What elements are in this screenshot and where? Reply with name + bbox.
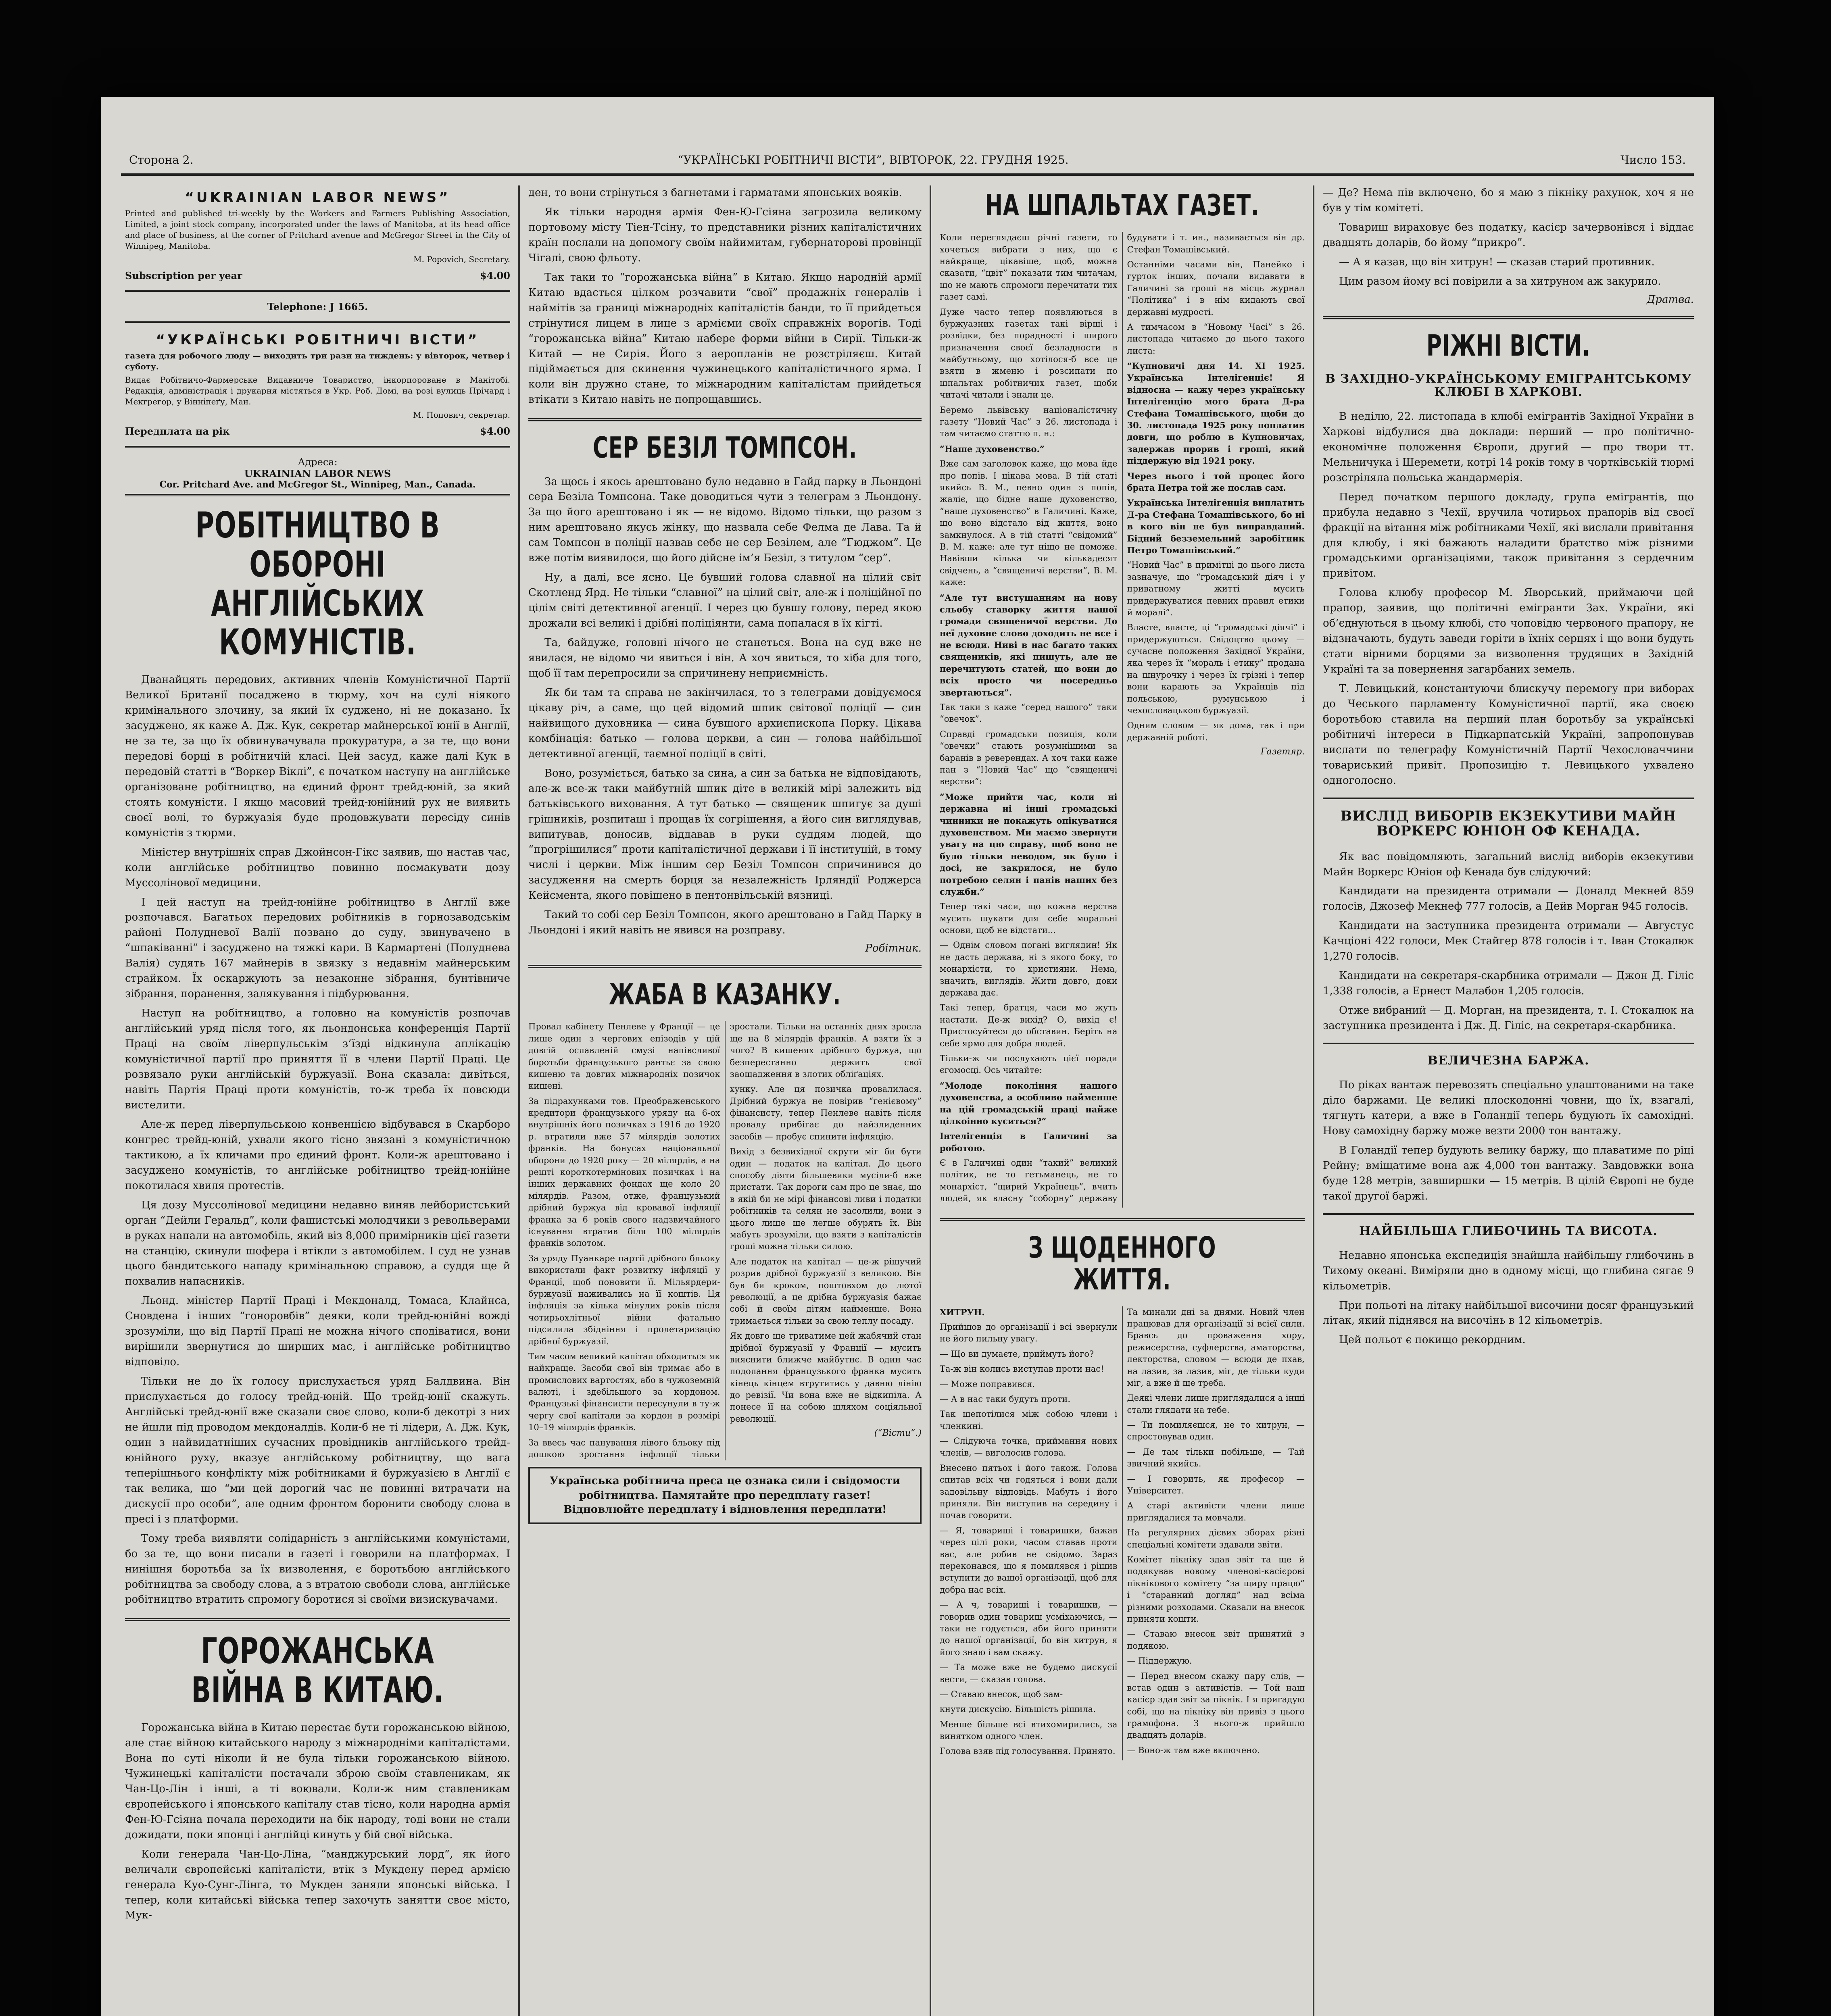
article-paragraph: — Ставаю внесок звіт принятий з подякою. bbox=[1127, 1629, 1305, 1651]
article-subheading: ХИТРУН. bbox=[940, 1307, 985, 1317]
article-paragraph: Недавно японська експедиція знайшла найбільшу глибочинь в Тихому океані. Виміряли дно в одному місці, що глибина сягає 9 кільометрів. bbox=[1323, 1249, 1694, 1292]
article-paragraph: Так таки то “горожанська війна” в Китаю. Якщо народній армії Китаю вдасться цілком розчавити “свої” продажніх генералів і наймітів за границі міжнародніх капіталістів банди, то її прийдеться стрінутися лицем в лице з армієми своїх справжніх ворогів. Тоді “горожанська війна” Китаю набере форми війни в Сирії. Тільки-ж Китай — не Сирія. Його з аеропланів не розстріляєш. Китай підіймається для скинення чужинецького капіталістичного ярма. І коли він дружно стане, то міжнародним капіталістам прийдеться втікати з Китаю навіть не попрощавшись. bbox=[528, 271, 922, 406]
article-paragraph: На регулярних дієвих зборах різні спеціальні комітети здавали звіти. bbox=[1127, 1528, 1305, 1549]
article-paragraph: Прийшов до організації і всі звернули не його пильну увагу. bbox=[940, 1322, 1118, 1344]
headline-civil-war-china: ГОРОЖАНСЬКА ВІЙНА В КИТАЮ. bbox=[191, 1630, 444, 1711]
article-paragraph: Беремо львівську націоналістичну газету “Новий Час” з 26. листопада і там читаємо статтю п. н.: bbox=[940, 405, 1118, 439]
article-paragraph: Голова взяв під голосування. Принято. bbox=[940, 1746, 1116, 1756]
column-4 bbox=[1323, 185, 1694, 2016]
article-paragraph: Цей польот є покищо рекордним. bbox=[1339, 1334, 1526, 1346]
address-label: Адреса: bbox=[298, 456, 338, 468]
article-paragraph: Льонд. міністер Партії Праці і Мекдоналд, Томаса, Клайнса, Сновдена і інших “гоноровбів” деяки, коли трейд-юнійні вожді зрозуміли, що від Партії Праці не можна нічого сподіватися, вони вирішили звернутися до ширших мас, і англійське робітництво відповіло. bbox=[125, 1295, 510, 1368]
divider bbox=[1323, 1213, 1694, 1215]
article-paragraph: — Я, товариші і товаришки, бажав через цілі роки, часом ставав проти вас, але робив не свідомо. Зараз переконався, що я помилявся і рішив вступити до вашої організації, щоб для добра нас всіх. bbox=[940, 1525, 1118, 1595]
issue-number: Число 153. bbox=[1620, 153, 1686, 167]
article-paragraph: І цей наступ на трейд-юнійне робітництво в Англії вже розпочався. Багатьох передових робітників в горнозаводськім районі Полудневої Валії позвано до суду, звинувачено в “шпаківанні” і засуджено на тяжкі кари. В Кармартені (Полуднева Валія) судять 167 майнерів в звязку з недавнім майнерським страйком. Їх оскаржують за незаконне зібрання, бунтівниче зібрання, поранення, залякування і підбурювання. bbox=[125, 896, 510, 1000]
divider bbox=[125, 321, 510, 323]
divider bbox=[1323, 316, 1694, 319]
article-subheading: Інтелігенція в Галичині за роботою. bbox=[940, 1131, 1118, 1153]
page-number-label: Сторона 2. bbox=[129, 153, 194, 167]
masthead-ukrainian-secretary: М. Попович, секретар. bbox=[413, 410, 510, 420]
column-rule bbox=[1313, 185, 1314, 2016]
article-paragraph: Як би там та справа не закінчилася, то з телеграми довідуємося цікаву річ, а саме, що цей відомий шпик світової поліції — син найвищого духовника — сина бувшого архиєпископа Порку. Цікава комбінація: батько — голова церкви, а син — голова найбільшої детективної агенції, таємної поліції в світі. bbox=[528, 686, 922, 760]
masthead-ukrainian-text: Видає Робітничо-Фармерське Видавниче Товариство, інкорпороване в Манітобі. Редакція, адміністрація і друкарня містяться в Укр. Роб. Домі, на розі вулиць Прічард і Мекгрегор, у Вінніпеґу, Ман. bbox=[125, 375, 510, 406]
article-paragraph: Такий то собі сер Безіл Томпсон, якого арештовано в Гайд Парку в Льондоні і який навіть не явився на розправу. bbox=[528, 909, 922, 937]
article-paragraph: Так таки з каже “серед нашого” таки “овечок”. bbox=[940, 702, 1118, 724]
article-paragraph: Внесено пятьох і його також. Голова спитав всіх чи годяться і вони дали задовільну відповідь. Мабуть і його приняли. Він виступив на середину і почав говорити. bbox=[940, 1463, 1118, 1520]
article-quote: Українська Інтелігенція виплатить Д-ра Стефана Томашівського, бо ні в кого він не був виправданий. Бідний безземельний заробітник Петро Томашівський.” bbox=[1127, 498, 1305, 555]
masthead-ukrainian-title: “УКРАЇНСЬКІ РОБІТНИЧІ ВІСТИ” bbox=[156, 332, 480, 348]
two-column-text bbox=[940, 1306, 1305, 1760]
article-paragraph: В неділю, 22. листопада в клюбі емігрантів Західної України в Харкові відбулися два доклади: перший — про політично-економічне положення Європи, другий — про твори тт. Мельничука і Шеремети, котрі 14 років тому в чортківській тюрмі розстріляла польська жандармерія. bbox=[1323, 410, 1694, 484]
article-paragraph: Але податок на капітал — це-ж рішучий розрив дрібної буржуазії з великою. Він був би кроком, поштовхом до лютої революції, а це дрібна буржуазія бажає собі й своїм дітям найменше. Вона тримається тільки за свою теплу посаду. bbox=[730, 1256, 922, 1326]
headline-basil-thomson: СЕР БЕЗІЛ ТОМПСОН. bbox=[592, 431, 857, 465]
article-paragraph: Т. Левицький, константуючи блискучу перемогу при виборах до Чеського парламенту Комуністичної партії, яка своєю боротьбою ставила на перший план боротьбу за українські робітничі інтереси в Підкарпатській Україні, запропонував вислати по телеграфу Комуністичній Партії Чехословаччини товариський привіт. Пропозицію т. Левицького ухвалено одноголосно. bbox=[1323, 683, 1694, 787]
article-paragraph: Тільки не до їх голосу прислухається уряд Балдвина. Він прислухається до голосу трейд-юній. Що трейд-юнії скажуть. Англійські трейд-юнії вже сказали своє слово, коли-б декотрі з них не йшли під проводом мекдоналдів. Коли-б не ті лідери, А. Дж. Кук, один з найвидатніших сучасних провідників англійського трейд-юнійного руху, вказує англійському робітництву, що вага теперішнього конфлікту між робітниками й буржуазією в Англії є так велика, що “ми цей дорогий час не повинні витрачати на дискусії про особи”, але одним фронтом боронити свободу слова в пресі і з платформи. bbox=[125, 1375, 510, 1525]
divider bbox=[528, 418, 922, 421]
article-paragraph: Воно, розуміється, батько за сина, а син за батька не відповідають, але-ж все-ж таки майбутній шпик діте в великій мірі залежить від батьківського виховання. А тут батько — священик шпигує за душі грішників, розпиташ і прощав їх согрішення, а його син виглядував, випитував, доносив, віддавав в руки суддям людей, що “прогрішилися” проти капіталістичної держави і її інституцій, в тому числі і церкви. Між іншим сер Безіл Томпсон спричинився до засудження на смерть борця за незалежність Ірляндії Роджерса Кейсмента, якого повішено в пентонвільській вязниці. bbox=[528, 767, 922, 902]
article-paragraph: — Та може вже не будемо дискусії вести, — сказав голова. bbox=[940, 1662, 1118, 1684]
article-paragraph: А старі активісти члени лише приглядалися та мовчали. bbox=[1127, 1501, 1305, 1522]
article-paragraph: — Що ви думаєте, приймуть його? bbox=[940, 1349, 1094, 1359]
article-quote: “Може прийти час, коли ні державна ні інші громадські чинники не покажуть опікуватися духовенством. Ми маємо звернути увагу на цю справу, щоб воно не було тільки неводом, як було і досі, не закрилося, не було потребою селян і панів наших без служби.” bbox=[940, 791, 1118, 897]
article-paragraph: По ріках вантаж перевозять спеціально улаштованими на таке діло баржами. Це великі плоскодонні човни, що їх, взагалі, тягнуть катери, а вже в Голандії теперь будують їх самохідні. Нову самохідну баржу може везти 2000 тон вантажу. bbox=[1323, 1079, 1694, 1137]
masthead-english-title: “UKRAINIAN LABOR NEWS” bbox=[185, 190, 450, 206]
article-paragraph: Цим разом йому всі повірили а за хитруном аж закурило. bbox=[1339, 275, 1661, 287]
article-paragraph: Та-ж він колись виступав проти нас! bbox=[940, 1364, 1104, 1374]
article-paragraph: Тільки-ж чи послухають цієї поради єгомосці. Ось читайте: bbox=[940, 1053, 1118, 1075]
article-paragraph: Справді громадськи позиція, коли “овечки” стають розумнішими за баранів в реверендах. А хоч таки каже пан з “Новий Час” що “священичі верстви”: bbox=[940, 729, 1118, 787]
article-paragraph: — Ти помиляєшся, не то хитрун, — спростовував один. bbox=[1127, 1420, 1305, 1442]
column-2 bbox=[528, 185, 922, 2016]
headline-newspaper-columns: НА ШПАЛЬТАХ ГАЗЕТ. bbox=[985, 188, 1260, 222]
article-paragraph: Одним словом — як дома, так і при державній роботі. bbox=[1127, 721, 1305, 742]
article-paragraph: Наступ на робітництво, а головно на комуністів розпочав англійський уряд після того, як льондонська конференція Партії Праці на своїм ліверпульськім з’їзді відкинула аплікацію комуністичної партії про приняття її в члени Партії Праці. Це розвязало руки англійській буржуазії. Вона сказала: дивіться, навіть Партія Праці проти комуністів, то-ж треба їх повсюди вистелити. bbox=[125, 1007, 510, 1111]
article-paragraph: Ця дозу Муссолінової медицини недавно виняв лейбористський орган “Дейли Геральд”, коли фашистські молодчики з револьверами в руках напали на автомобіль, який віз 8,000 примірників цієї газети на станцію, скинули шофера і втікли з автомобілем. І суд не узнав цього бандитського нападу кримінальною справою, а суддя ще й похвалив напасників. bbox=[125, 1199, 510, 1288]
article-paragraph: — Однім словом погані виглядин! Як не дасть держава, ні з якого боку, то монархісти, то християни. Нема, значить, виглядів. Жити довго, доки держава дає. bbox=[940, 940, 1118, 998]
headline-daily-life: З ЩОДЕННОГО ЖИТТЯ. bbox=[1028, 1231, 1216, 1297]
subscription-row bbox=[125, 270, 510, 281]
article-signature: Газетяр. bbox=[1260, 747, 1305, 757]
article-paragraph: За щось і якось арештовано було недавно в Гайд парку в Льондоні сера Безіла Томпсона. Таке доводиться чути з телеграм з Льондону. За що його арештовано і як — не відомо. Відомо тільки, що разом з ним арештовано якусь жінку, що назвала себе Фелма де Лава. Та й сам Томпсон в поліції назвав себе не сер Безілем, але “Гюджом”. Це вже потім виявилося, що його дійсне ім’я Безіл, з титулом “сер”. bbox=[528, 475, 922, 564]
article-paragraph: Та минали дні за днями. Новий член працював для організації зі всієї сили. Бравсь до проваження хору, режисерства, суфлерства, аматорства, лекторства, словом — всюди де пхав, на лазив, за лазив, міг, де тільки куди міг, а вже й ще треба. bbox=[1127, 1307, 1305, 1388]
article-paragraph: Є в Галичині один “такий” великий політик, не то гетьманець, не то монархіст, “щирий Українець”, вчить людей, як власну “соборну” державу будувати і т. ин., називається він др. Стефан Томашівський. bbox=[940, 233, 1305, 1204]
article-paragraph: Вже сам заголовок каже, що мова йде про попів. І цікава мова. В тій статі якийсь В. М., певно один з попів, жаліє, що бідне наше духовенство, “наше духовенство” в Галичині. Каже, що воно відстало від життя, воно замкнулося. А в тій статті “свідомий” В. М. каже: але тут ніщо не поможе. Навівши кілька чи кількадесят свідчень, а “священичі верстви”, В. М. каже: bbox=[940, 459, 1118, 587]
article-paragraph: Останніми часами він, Панейко і гурток інших, почали видавати в Галичині за гроші на місць журнал “Політика” і в нім кидають свої державні мудрості. bbox=[1127, 259, 1305, 317]
article-paragraph: — Піддержую. bbox=[1127, 1656, 1192, 1666]
article-paragraph: Дуже часто тепер появляються в буржуазних газетах такі вірші і розвідки, без порадності і широго призначення своєї безладности в майбутньому, що хотілося-б все це взяти в жменю і розсипати по шпальтах робітничих газет, щоби читачі читали і знали це. bbox=[940, 307, 1118, 400]
ua-subscription-row bbox=[125, 425, 510, 437]
article-paragraph: Менше більше всі втихомирились, за винятком одного член. bbox=[940, 1719, 1118, 1741]
article-paragraph: Як довго ще триватиме цей жабячий стан дрібної буржуазії у Франції — мусить вияснити ближче майбутнє. В один час подолання французького франка мусить кінець кінцем втрутитись у давню лінію до ревізії. Чи вона вже не відкипіла. А понесе її на собою шляхом соціяльної революції. bbox=[730, 1331, 922, 1424]
article-paragraph: Такі тепер, братця, часи мо жуть настати. Де-ж вихід? О, вихід є! Пристосуйтеся до обставин. Беріть на себе ярмо для добра людей. bbox=[940, 1003, 1118, 1048]
article-paragraph: Голова клюбу професор М. Яворський, приймаючи цей прапор, заявив, що політичні емігранти Зах. України, які об’єднуються в цьому клюбі, сто чоповідю червоного прапору, не відзначають, будуть заведи горіти в їхніх серцях і що вони будуть стати вірними борцями за визволення трудящих в Західній Україні та за повернення загарбаних земель. bbox=[1323, 587, 1694, 676]
article-paragraph: Провал кабінету Пенлеве у Франції — це лише один з чергових епізодів у цій довгій ославленій смузі напівсливої боротьби французького рантьє за свою кишеню та довгих міжнародніх позичок кишені. bbox=[528, 1022, 720, 1091]
article-paragraph: Кандидати на секретаря-скарбника отримали — Джон Д. Гіліс 1,338 голосів, а Ернест Малабон 1,205 голосів. bbox=[1323, 970, 1694, 998]
article-quote: “Молоде покоління нашого духовенства, а особливо найменше на цій громадській праці найже цілкоінно куситься?” bbox=[940, 1080, 1118, 1126]
article-paragraph: — Воно-ж там вже включено. bbox=[1127, 1745, 1260, 1755]
address-name: UKRAINIAN LABOR NEWS bbox=[244, 468, 391, 479]
masthead-english-text: Printed and published tri-weekly by the Workers and Farmers Publishing Association, Limited, a joint stock company, incorporated under the laws of Manitoba, at its head office and place of business, at the corner of Pritchard avenue and McGregor Street in the City of Winnipeg, Manitoba. bbox=[125, 208, 510, 251]
article-paragraph: — А я казав, що він хитрун! — сказав старий противник. bbox=[1339, 256, 1655, 268]
article-paragraph: Горожанська війна в Китаю перестає бути горожанською війною, але стає війною китайського народу з міжнародніми капіталістами. Вона по суті ніколи й не була тільки горожанською війною. Чужинецькі капіталісти постачали зброю своїм ставленикам, як Чан-Цо-Лін і інші, а ті воювали. Коли-ж ним ставленикам європейського і японського капіталу став тісно, коли народна армія Фен-Ю-Гсіяна почала переходити на бік народу, тоді вони не стали дожидати, поки японці і англійці кинуть у бій свої війська. bbox=[125, 1722, 510, 1841]
divider bbox=[125, 290, 510, 292]
masthead-box bbox=[125, 190, 510, 496]
article-signature: (“Вісти”.) bbox=[874, 1428, 922, 1439]
divider bbox=[940, 1218, 1305, 1221]
subheadline-kharkiv-club: В ЗАХІДНО-УКРАЇНСЬКОМУ ЕМІГРАНТСЬКОМУ КЛЮБІ В ХАРКОВІ. bbox=[1325, 371, 1692, 399]
article-paragraph: Вихід з безвихідної скрути міг би бути один — податок на капітал. До цього способу діяти більшевики мусіли-б вже пристати. Так дороги сам про це знає, що в якій би не мірі фінансові ливи і податки робітників та селян не засолили, вони з цього лише ще легше обурять їх. Він мабуть зрозуміли, що взяти з капіталістів гроші можна тільки силою. bbox=[730, 1147, 922, 1252]
article-paragraph: — Де там тільки побільше, — Тай звичний якийсь. bbox=[1127, 1447, 1305, 1469]
article-paragraph: Комітет пікніку здав звіт та ще й подякував новому членові-касієрові пікнікового комітету “за щиру працю” і “старанний догляд” над всіма різними розходами. Сказали на внесок приняти кошти. bbox=[1127, 1554, 1305, 1624]
article-paragraph: Як вас повідомляють, загальний вислід виборів екзекутиви Майн Воркерс Юніон оф Кенада був слідуючий: bbox=[1323, 850, 1694, 878]
article-paragraph: Як тільки народня армія Фен-Ю-Гсіяна загрозила великому портовому місту Тіен-Тсіну, то представники різних капіталістичних країн послали на допомогу своїм найимитам, губернаторові провінції Чігалі, свою фльоту. bbox=[528, 206, 922, 264]
article-paragraph: Тепер такі часи, що кожна верства мусить шукати для себе моральні основи, щоб не відстати... bbox=[940, 902, 1118, 935]
article-paragraph: Коли генерала Чан-Цо-Ліна, “манджурський лорд”, як його величали європейські капіталісти, втік з Мукдену перед армією генерала Куо-Сунг-Лінга, то Мукден заняли японські війська. І тепер, коли китайські війська тепер захочуть занятти своє місто, Мук- bbox=[125, 1848, 510, 1922]
article-paragraph: — Ставаю внесок, щоб зам- bbox=[940, 1689, 1063, 1699]
article-paragraph: — Де? Нема пів включено, бо я маю з пікніку рахунок, хоч я не був у тім комітеті. bbox=[1323, 187, 1694, 214]
divider bbox=[1323, 1043, 1694, 1044]
divider bbox=[125, 446, 510, 448]
article-paragraph: — А в нас таки будуть проти. bbox=[940, 1394, 1071, 1404]
article-paragraph: При польоті на літаку найбільшої височини досяг французький літак, який піднявся на височінь в 12 кільометрів. bbox=[1323, 1299, 1694, 1327]
article-paragraph: Деякі члени лише приглядалися а інші стали глядати на тебе. bbox=[1127, 1393, 1305, 1415]
headline-various-news: РІЖНІ ВІСТИ. bbox=[1426, 328, 1591, 362]
article-paragraph: В Голандії тепер будують велику баржу, що плаватиме по ріці Рейну; вміщатиме вона аж 4,000 тон вантажу. Завдовжки вона буде 128 метрів, завширшки — 15 метрів. В цілій Європі не буде такої другої баржі. bbox=[1323, 1144, 1694, 1202]
article-paragraph: кнути дискусію. Більшість рішила. bbox=[940, 1704, 1096, 1714]
article-signature: Дратва. bbox=[1647, 293, 1694, 306]
article-paragraph: Міністер внутрішніх справ Джойнсон-Гікс заявив, що настав час, коли англійське робітництво повинно посмакувати дозу Муссолінової медицини. bbox=[125, 846, 510, 889]
article-paragraph: Кандидати на заступника президента отримали — Августус Качціоні 422 голоси, Мек Стайгер 878 голосів і т. Іван Стокалюк 1,270 голосів. bbox=[1323, 920, 1694, 963]
column-rule bbox=[518, 185, 520, 2016]
divider bbox=[1323, 798, 1694, 799]
header-rule bbox=[121, 173, 1694, 176]
headline-frog-in-pot: ЖАБА В КАЗАНКУ. bbox=[609, 977, 841, 1012]
article-paragraph: — Перед внесом скажу пару слів, — встав один з активістів. — Той наш касієр здав звіт за пікнік. І я пригадую собі, що на пікніку він привіз з цього грамофона. З нього-ж прийшло двадцять доларів. bbox=[1127, 1671, 1305, 1740]
column-rule bbox=[930, 185, 931, 2016]
headline-election-results: ВИСЛІД ВИБОРІВ ЕКЗЕКУТИВИ МАЙН ВОРКЕРС ЮНІОН ОФ КЕНАДА. bbox=[1340, 808, 1677, 839]
column-3 bbox=[940, 185, 1305, 2016]
article-paragraph: Отже вибраний — Д. Морган, на президента, т. І. Стокалюк на заступника президента і Дж. Д. Гіліс, на секретаря-скарбника. bbox=[1323, 1004, 1694, 1032]
headline-english-communists: РОБІТНИЦТВО В ОБОРОНІ АНГЛІЙСЬКИХ КОМУНІСТІВ. bbox=[195, 504, 440, 663]
article-paragraph: Ну, а далі, все ясно. Це бувший голова славної на цілий світ Скотленд Ярд. Не тільки “славної” на цілий світ, але-ж і поліційної по цілім світі детективної агенції. І через цю бувшу голову, перед якою дрожали всі великі і дрібні поліціянти, сама попалася в їх кігті. bbox=[528, 571, 922, 630]
article-paragraph: Тому треба виявляти солідарність з англійськими комуністами, бо за те, що вони писали в газеті і говорили на платформах. І нинішня боротьба за їх визволення, є боротьбою англійського робітництва за свободу слова, а з втратою свободи слова, англійське робітництво втратить спромогу боротися зі своїми визискувачами. bbox=[125, 1532, 510, 1606]
address-line: Cor. Pritchard Ave. and McGregor St., Winnipeg, Man., Canada. bbox=[159, 479, 476, 490]
telephone: Telephone: J 1665. bbox=[267, 301, 368, 312]
article-paragraph: Так шепотілися між собою члени і членкині. bbox=[940, 1409, 1118, 1431]
article-paragraph: А тимчасом в “Новому Часі” з 26. листопада читаємо до цього такого листа: bbox=[1127, 322, 1305, 356]
article-paragraph: — Слідуюча точка, приймання нових членів, — виголосив голова. bbox=[940, 1436, 1118, 1458]
article-paragraph: Властe, властe, ці “громадські діячі” і придержуються. Свідоцтво цьому — сучасне положення Західної України, яка через їх “мораль і етику” продана на шнурочку і через їх грізні і тепер вони карають за Українців під польською, румунською і чехословацькою буржуазії. bbox=[1127, 623, 1305, 716]
article-signature: Робітник. bbox=[865, 942, 922, 955]
article-paragraph: Перед початком першого докладу, група емігрантів, що прибула недавно з Чехії, вручила чотирьох прапорів від своєї фракції на вітання між робітниками Чехії, які вислали привітання для клюбу, і які бажають наладити братство між різними громадськими організаціями, також привітання з сердечним привітом. bbox=[1323, 491, 1694, 580]
article-paragraph: Товариш вираховує без податку, касієр зачервонівся і віддає двадцять доларів, бо йому “прикро”. bbox=[1323, 221, 1694, 249]
article-paragraph: Кандидати на президента отримали — Доналд Мекней 859 голосів, Джозеф Мекнеф 777 голосів, а Дейв Морган 945 голосів. bbox=[1323, 885, 1694, 913]
article-paragraph: Дванайцять передових, активних членів Комуністичної Партії Великої Британії посаджено в тюрму, хоч на сулі ніякого кримінального злочину, за який їх суджено, ні не доказано. Їх засуджено, як каже А. Дж. Кук, секретар майнерської юнії в Англії, не за те, за що їх обвинувачувала прокуратура, а за те, що вони передові борці в робітничій класі. Цей засуд, каже далі Кук в передовій статті в “Воркер Віклі”, є початком наступу на англійське організоване робітництво, на єдиний фронт трейд-юній, за який стоять комуністи. І якщо масовий трейд-юнійний рух не виявить своєї волі, то буржуазія буде продовжувати пересіду синів комуністів з тюрми. bbox=[125, 674, 510, 839]
divider bbox=[125, 1618, 510, 1621]
subscription-appeal-box: Українська робітнича преса це ознака сили і свідомости робітництва. Памятайте про передплату газет! Відновлюйте передплату і відновлення передплати! bbox=[528, 1467, 922, 1524]
article-quote: Через нього і той процес його брата Петра той же послав сам. bbox=[1127, 471, 1305, 493]
article-paragraph: — І говорить, як професор — Університет. bbox=[1127, 1474, 1305, 1496]
subscription-label: Subscription per year bbox=[125, 270, 242, 281]
article-quote: “Купновичі дня 14. XI 1925. Українська Інтелігенціє! Я відносна — кажу через українську Інтелігенцію мого брата Д-ра Стефана Томашівського, щоби до 30. листопада 1925 року поплатив довги, що роблю в Купновичах, задержав прорив і гроші, який піддержую від 1921 року. bbox=[1127, 361, 1305, 466]
article-paragraph: хунку. Але ця позичка провалилася. Дрібний буржуа не повірив “генієвому” фінансисту, тепер Пенлеве навіть після провалу прибігає до найзлиденних засобів — пробує спинити інфляцію. bbox=[730, 1084, 922, 1141]
article-paragraph: Та, байдуже, головні нічого не станеться. Вона на суд вже не явилася, не відомо чи явиться і він. А хоч явиться, то хіба для того, щоб її там перепросили за спричинену неприємність. bbox=[528, 637, 922, 679]
divider bbox=[528, 965, 922, 968]
article-paragraph: — А ч, товариші і товаришки, — говорив один товариш усміхаючись, — таки не годується, аби його приняти до нашої організації, бо він хитрун, я його знаю і вам скажу. bbox=[940, 1600, 1118, 1657]
article-paragraph: Тим часом великий капітал обходиться як найкраще. Засоби свої він тримає або в промислових вартостях, або в чужоземній валюті, і здебільшого за кордоном. Французькі фінансисти пересунули в ту-ж чергу свої капітали за кордон в розмірі 10–19 мілярдів франків. bbox=[528, 1351, 720, 1433]
article-subheading: “Наше духовенство.” bbox=[940, 444, 1045, 454]
newspaper-page bbox=[101, 97, 1714, 2016]
headline-greatest-depth-height: НАЙБІЛЬША ГЛИБОЧИНЬ ТА ВИСОТА. bbox=[1359, 1224, 1658, 1238]
headline-giant-barge: ВЕЛИЧЕЗНА БАРЖА. bbox=[1427, 1054, 1589, 1068]
article-paragraph: За уряду Пуанкаре партії дрібного бльоку використали факт розвитку інфляції у Франції, щоб поновити її. Мільярдери-буржуазії наживались на її коштів. Ця інфляція за кілька мінулих років після чотирьохлітньої війни фатально підсилила збідніння і пролетаризацію дрібної буржуазії. bbox=[528, 1253, 720, 1346]
article-paragraph: Але-ж перед ліверпульською конвенцією відбувався в Скарборо конгрес трейд-юній, ухвали якого тісно звязані з комуністичною тактикою, а їх кличами про єдиний фронт. Коли-ж арештовано і засуджено комуністів, то англійське робітництво трейд-юнійне покотилася хвиля протестів. bbox=[125, 1118, 510, 1192]
ua-subscription-price: $4.00 bbox=[480, 425, 510, 437]
article-paragraph: — Може поправився. bbox=[940, 1379, 1035, 1389]
two-column-text bbox=[940, 232, 1305, 1208]
article-paragraph: За ввесь час панування лівого бльоку під дошкою зростання інфляції тільки зростали. Тільки на останніх днях зросла ще на 8 мілярдів франків. А взяти їх з чого? В кишенях дрібного буржуа, що безперестанно держить свої заощадження в злотих обліґаціях. bbox=[528, 1022, 922, 1460]
article-paragraph: ден, то вони стрінуться з багнетами і гарматами японських вояків. bbox=[528, 187, 902, 199]
masthead-english-secretary: M. Popovich, Secretary. bbox=[413, 254, 510, 264]
subscription-price: $4.00 bbox=[480, 270, 510, 281]
article-paragraph: За підрахунками тов. Преображенського кредитори французького уряду на 6-ох внутрішніх його позичках з 1916 до 1920 р. втратили вже 57 мілярдів золотих франків. На бонусах національної оборони до 1920 року — 20 мілярдів, а на решті короткотермінових позичках і на інших державних фондах ще коло 20 мілярдів. Разом, отже, французький дрібний буржуа від кровавої інфляції франка за 6 років свого надзвичайного існування втратив біля 100 мілярдів франків золотом. bbox=[528, 1096, 720, 1248]
two-column-text bbox=[528, 1021, 922, 1460]
masthead-ukrainian-subtitle: газета для робочого люду — виходить три рази на тиждень: у вівторок, четвер і суботу. bbox=[125, 351, 510, 371]
column-1 bbox=[125, 185, 510, 2016]
article-quote: “Але тут вистушанням на нову сльобу ставорку життя нашої громади священичої верстви. До неї духовне слово доходить не все і не всюди. Ниві в нас багато таких священиків, які пишуть, але не перечитують статей, що вони до всіх просто чи посередньо звертаються”. bbox=[940, 592, 1118, 698]
article-paragraph: “Новий Час” в примітці до цього листа зазначує, що “громадський діяч і у приватному житті мусить придержуватися певних правил етики й моралі”. bbox=[1127, 560, 1305, 617]
running-header: “УКРАЇНСЬКІ РОБІТНИЧІ ВІСТИ”, ВІВТОРОК, 22. ГРУДНЯ 1925. bbox=[678, 153, 1069, 167]
article-paragraph: Коли переглядаєш річні газети, то хочеться вибрати з них, що є найкраще, цікавіше, щоб, можна сказати, “цвіт” показати тим читачам, що не мають спромоги перечитати тих газет самі. bbox=[940, 233, 1118, 302]
ua-subscription-label: Передплата на рік bbox=[125, 425, 230, 437]
